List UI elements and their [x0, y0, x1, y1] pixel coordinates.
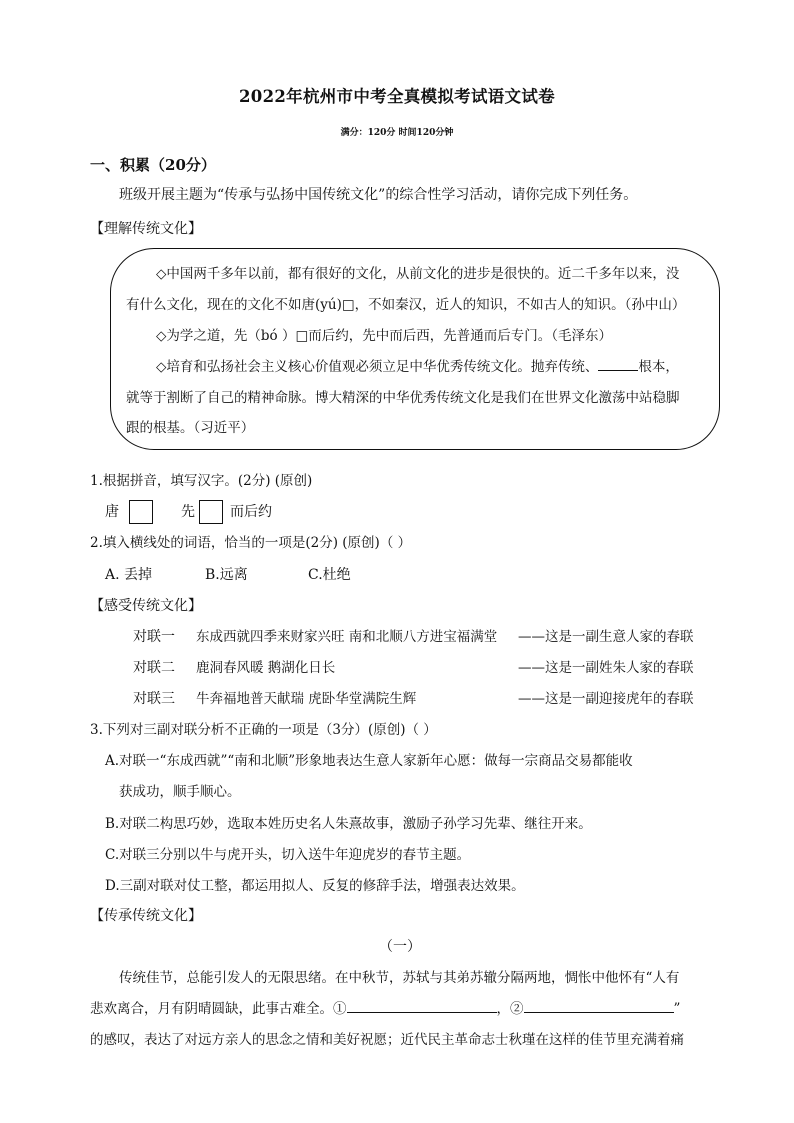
answer-box-1[interactable] [129, 500, 153, 524]
fill-blank-2[interactable] [524, 1012, 674, 1013]
quote-sun-line1: ◇中国两千多年以前，都有很好的文化，从前文化的进步是很快的。近二千多年以来，没 [156, 266, 680, 282]
question-2: 2.填入横线处的词语，恰当的一项是(2分) (原创)（ ） [90, 535, 412, 551]
couplet-1-note: ——这是一副生意人家的春联 [518, 629, 694, 645]
couplet-3-text: 牛奔福地普天献瑞 虎卧华堂满院生辉 [196, 691, 417, 707]
q2-option-a: A. 丢掉 [105, 567, 153, 583]
couplet-2-label: 对联二 [133, 660, 175, 676]
quote-xi-line3: 跟的根基。（习近平） [126, 420, 255, 436]
couplet-3-note: ——这是一副迎接虎年的春联 [518, 691, 694, 707]
couplet-1-text: 东成西就四季来财家兴旺 南和北顺八方进宝福满堂 [196, 629, 498, 645]
couplet-3-label: 对联三 [133, 691, 175, 707]
quote-mao: ◇为学之道，先（bó ）□而后约，先中而后西，先普通而后专门。（毛泽东） [156, 328, 612, 344]
passage-line1: 传统佳节，总能引发人的无限思绪。在中秋节，苏轼与其弟苏辙分隔两地，惆怅中他怀有“人有 [119, 970, 680, 986]
q1-label-xian: 先 [181, 504, 195, 520]
part-label-understand: 【理解传统文化】 [90, 221, 202, 237]
q3-option-d: D.三副对联对仗工整，都运用拟人、反复的修辞手法，增强表达效果。 [105, 878, 525, 894]
q3-option-c: C.对联三分别以牛与虎开头，切入送牛年迎虎岁的春节主题。 [105, 847, 471, 863]
couplet-2-text: 鹿洞春风暖 鹅湖化日长 [196, 660, 336, 676]
couplet-1-label: 对联一 [133, 629, 175, 645]
exam-title: 2022年杭州市中考全真模拟考试语文试卷 [239, 87, 555, 106]
section-intro: 班级开展主题为“传承与弘扬中国传统文化”的综合性学习活动，请你完成下列任务。 [119, 187, 638, 203]
part-label-inherit: 【传承传统文化】 [90, 908, 202, 924]
q3-option-b: B.对联二构思巧妙，选取本姓历史名人朱熹故事，激励子孙学习先辈、继往开来。 [105, 816, 592, 832]
passage-line2-a: 悲欢离合，月有阴晴圆缺，此事古难全。① [90, 1001, 347, 1017]
q1-label-tang: 唐 [105, 504, 119, 520]
quote-xi-line1 [156, 358, 679, 376]
question-1: 1.根据拼音，填写汉字。(2分) (原创) [90, 473, 313, 489]
question-3: 3.下列对三副对联分析不正确的一项是（3分）(原创)（ ） [90, 722, 437, 738]
couplet-2-note: ——这是一副姓朱人家的春联 [518, 660, 694, 676]
fill-blank-line[interactable] [598, 370, 638, 371]
q2-option-c: C.杜绝 [308, 567, 351, 583]
answer-box-2[interactable] [199, 500, 223, 524]
passage-line2 [90, 1000, 680, 1018]
q1-label-erhouyue: 而后约 [230, 504, 272, 520]
q3-option-a-line1: A.对联一“东成西就”“南和北顺”形象地表达生意人家新年心愿：做每一宗商品交易都能收 [105, 753, 633, 769]
fill-blank-1[interactable] [347, 1012, 497, 1013]
quote-xi-line1-b: 根本， [638, 359, 679, 375]
passage-line2-c: ” [673, 1001, 681, 1017]
exam-subtitle: 满分：120分 时间120分钟 [340, 128, 454, 138]
quote-sun-line2: 有什么文化，现在的文化不如唐(yú)□，不如秦汉，近人的知识，不如古人的知识。（孙中山） [126, 297, 686, 313]
passage-line3: 的感叹，表达了对远方亲人的思念之情和美好祝愿；近代民主革命志士秋瑾在这样的佳节里充满着痛 [90, 1032, 684, 1048]
part-label-feel: 【感受传统文化】 [90, 598, 202, 614]
passage-line2-b: ，② [496, 1001, 524, 1017]
q2-option-b: B.远离 [205, 567, 248, 583]
quote-xi-line2: 就等于割断了自己的精神命脉。博大精深的中华优秀传统文化是我们在世界文化激荡中站稳脚 [126, 390, 680, 406]
q3-option-a-line2: 获成功，顺手顺心。 [119, 784, 241, 800]
quote-xi-line1-a: ◇培育和弘扬社会主义核心价值观必须立足中华优秀传统文化。抛弃传统、 [156, 359, 599, 375]
section-heading: 一、积累（20分） [90, 156, 216, 174]
passage-number: （一） [379, 939, 421, 955]
